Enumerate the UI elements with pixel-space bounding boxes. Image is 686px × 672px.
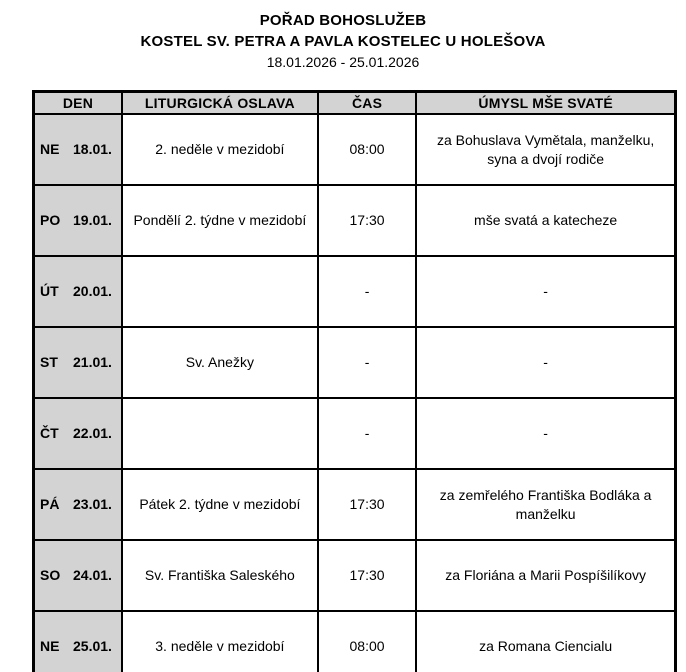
intention-cell: mše svatá a katecheze	[416, 185, 675, 256]
celebration-cell: Pátek 2. týdne v mezidobí	[122, 469, 318, 540]
intention-cell: za Bohuslava Vymětala, manželku, syna a dvojí rodiče	[416, 114, 675, 185]
document-title: POŘAD BOHOSLUŽEB	[259, 12, 427, 29]
time-cell: 17:30	[318, 469, 416, 540]
time-cell: 17:30	[318, 540, 416, 611]
table-row	[34, 327, 676, 398]
date-range: 18.01.2026 - 25.01.2026	[266, 54, 420, 70]
table-row	[34, 398, 676, 469]
day-date: 20.01.	[73, 283, 112, 299]
table-row	[34, 256, 676, 327]
column-header-day: DEN	[34, 92, 122, 115]
table-row	[34, 611, 676, 672]
day-cell	[34, 469, 122, 540]
time-cell: -	[318, 256, 416, 327]
time-cell: -	[318, 398, 416, 469]
day-cell	[34, 327, 122, 398]
day-abbreviation: PÁ	[40, 496, 60, 512]
intention-cell: za Romana Ciencialu	[416, 611, 675, 672]
time-cell: 08:00	[318, 611, 416, 672]
day-date: 25.01.	[73, 638, 112, 654]
column-header-intention: ÚMYSL MŠE SVATÉ	[416, 92, 675, 115]
day-cell	[34, 114, 122, 185]
day-cell	[34, 185, 122, 256]
mass-schedule-table	[32, 90, 677, 672]
time-cell: 17:30	[318, 185, 416, 256]
celebration-cell: Sv. Františka Saleského	[122, 540, 318, 611]
intention-cell: za Floriána a Marii Pospíšilíkovy	[416, 540, 675, 611]
column-header-time: ČAS	[318, 92, 416, 115]
day-date: 21.01.	[73, 354, 112, 370]
day-abbreviation: ÚT	[40, 283, 59, 299]
table-header-row	[34, 92, 676, 115]
day-date: 23.01.	[73, 496, 112, 512]
celebration-cell: 2. neděle v mezidobí	[122, 114, 318, 185]
celebration-cell	[122, 256, 318, 327]
celebration-cell: 3. neděle v mezidobí	[122, 611, 318, 672]
day-abbreviation: PO	[40, 212, 61, 228]
celebration-cell	[122, 398, 318, 469]
church-name: KOSTEL SV. PETRA A PAVLA KOSTELEC U HOLEŠOVA	[140, 33, 546, 50]
column-header-celebration: LITURGICKÁ OSLAVA	[122, 92, 318, 115]
intention-cell: -	[416, 327, 675, 398]
day-abbreviation: NE	[40, 638, 60, 654]
day-cell	[34, 611, 122, 672]
intention-cell: -	[416, 398, 675, 469]
day-abbreviation: ST	[40, 354, 58, 370]
day-abbreviation: ČT	[40, 425, 59, 441]
intention-cell: za zemřelého Františka Bodláka a manželku	[416, 469, 675, 540]
day-date: 18.01.	[73, 141, 112, 157]
time-cell: 08:00	[318, 114, 416, 185]
day-date: 19.01.	[73, 212, 112, 228]
table-row	[34, 185, 676, 256]
table-row	[34, 114, 676, 185]
day-cell	[34, 540, 122, 611]
intention-cell: -	[416, 256, 675, 327]
celebration-cell: Pondělí 2. týdne v mezidobí	[122, 185, 318, 256]
day-cell	[34, 256, 122, 327]
day-date: 22.01.	[73, 425, 112, 441]
table-row	[34, 540, 676, 611]
day-abbreviation: NE	[40, 141, 60, 157]
day-date: 24.01.	[73, 567, 112, 583]
celebration-cell: Sv. Anežky	[122, 327, 318, 398]
document-header	[0, 0, 686, 73]
table-row	[34, 469, 676, 540]
day-abbreviation: SO	[40, 567, 61, 583]
day-cell	[34, 398, 122, 469]
time-cell: -	[318, 327, 416, 398]
